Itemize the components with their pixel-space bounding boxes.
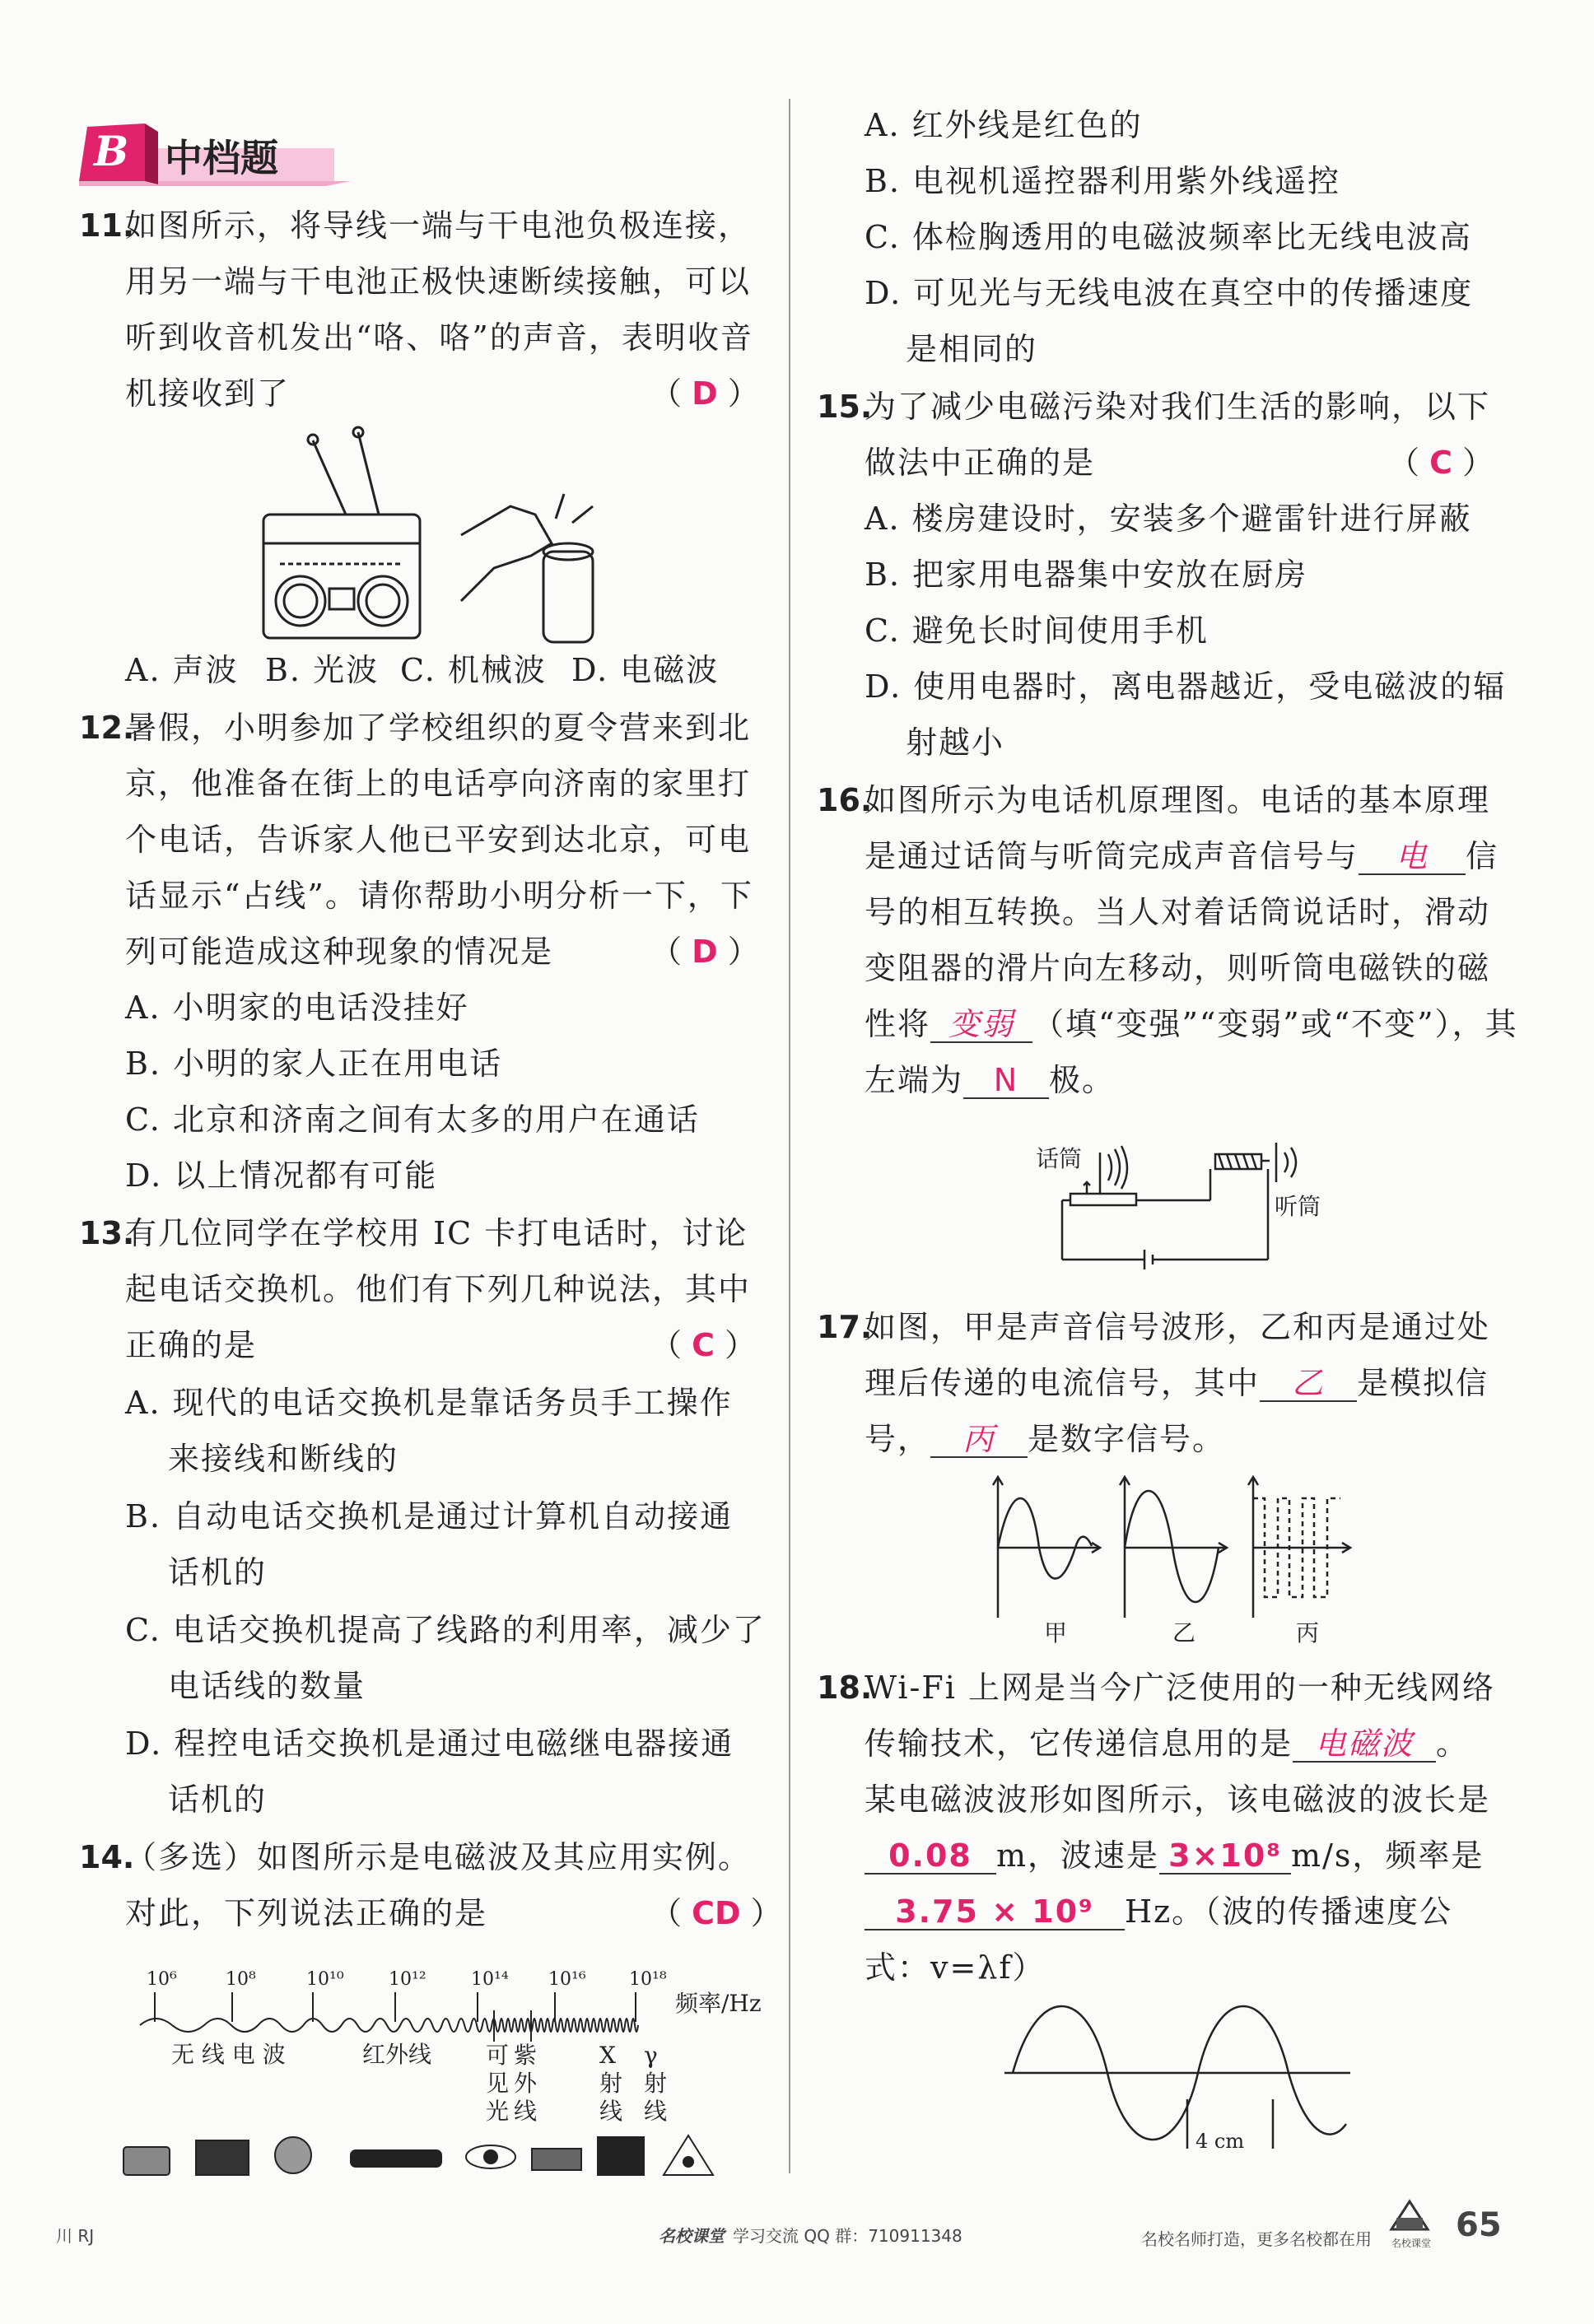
frequency-tick: 10¹² xyxy=(389,1969,426,1990)
option: A. 现代的电话交换机是靠话务员手工操作 xyxy=(125,1385,733,1421)
answer-bracket: （ D ） xyxy=(650,375,759,412)
text-run: m，波速是 xyxy=(996,1837,1160,1874)
microphone-label: 话筒 xyxy=(1036,1145,1083,1172)
wavelength-label: 4 cm xyxy=(1196,2130,1245,2153)
option: D. 可见光与无线电波在真空中的传播速度 xyxy=(865,275,1474,311)
band-label: 红外线 xyxy=(362,2041,432,2068)
band-label: 无 线 电 波 xyxy=(171,2041,286,2068)
slogan-text: 名校名师打造，更多名校都在用 xyxy=(1141,2229,1372,2249)
answer-bracket: （ C ） xyxy=(650,1327,757,1363)
question-line xyxy=(865,836,1498,876)
question-line: 话显示“占线”。请你帮助小明分析一下，下 xyxy=(125,878,753,914)
waveform-caption: 甲 xyxy=(1044,1619,1068,1646)
satellite-dish-icon xyxy=(275,2137,311,2173)
question-line xyxy=(865,1892,1452,1931)
band-label: 可见光 xyxy=(486,2042,510,2125)
option: A. 红外线是红色的 xyxy=(865,107,1143,143)
text-run: 理后传递的电流信号，其中 xyxy=(865,1365,1261,1401)
section-letter: B xyxy=(94,127,129,175)
waveform-caption: 乙 xyxy=(1172,1619,1196,1646)
answer-blank: 电 xyxy=(1359,839,1466,875)
option-continued: 来接线和断线的 xyxy=(168,1441,399,1477)
question-line: 正确的是 xyxy=(125,1327,258,1363)
question-line xyxy=(865,1836,1484,1875)
text-run: m/s，频率是 xyxy=(1291,1837,1484,1874)
section-title: 中档题 xyxy=(165,136,278,180)
column-divider xyxy=(789,99,790,2173)
question-line: 为了减少电磁污染对我们生活的影响，以下 xyxy=(865,389,1491,425)
sterilizer-icon xyxy=(532,2149,581,2170)
question-line: 如图，甲是声音信号波形，乙和丙是通过处 xyxy=(865,1309,1491,1345)
answer-value: C xyxy=(692,1327,715,1363)
sound-wave-jia xyxy=(998,1498,1092,1579)
brand-name: 名校课堂 xyxy=(659,2226,725,2246)
option: B. 光波 xyxy=(265,652,380,688)
answer-blank: N xyxy=(963,1063,1049,1099)
text-run: 是通过话筒与听筒完成声音信号与 xyxy=(865,838,1359,874)
option: C. 北京和济南之间有太多的用户在通话 xyxy=(125,1101,700,1138)
radiation-warning-icon xyxy=(664,2135,713,2175)
frequency-tick: 10¹⁰ xyxy=(306,1969,344,1990)
question-number: 15. xyxy=(817,389,873,425)
question-line: Wi-Fi 上网是当今广泛使用的一种无线网络 xyxy=(865,1670,1495,1706)
option: C. 体检胸透用的电磁波频率比无线电波高 xyxy=(865,219,1472,255)
spectrum-applications-row xyxy=(120,2132,729,2178)
text-run: 号， xyxy=(865,1421,931,1457)
question-line: 对此，下列说法正确的是 xyxy=(125,1895,488,1931)
option: D. 电磁波 xyxy=(571,652,720,688)
option: B. 自动电话交换机是通过计算机自动接通 xyxy=(125,1498,734,1535)
question-line xyxy=(865,1363,1489,1403)
question-number: 14. xyxy=(79,1839,135,1875)
answer-value: CD xyxy=(692,1895,741,1931)
question-line: 号的相互转换。当人对着话筒说话时，滑动 xyxy=(865,894,1491,930)
edition-label: 川 RJ xyxy=(56,2226,95,2246)
earpiece-label: 听筒 xyxy=(1275,1193,1321,1220)
answer-blank: 0.08 xyxy=(865,1838,996,1875)
question-line: 听到收音机发出“咯、咯”的声音，表明收音 xyxy=(125,319,753,356)
remote-control-icon xyxy=(351,2150,441,2167)
frequency-tick: 10⁶ xyxy=(147,1969,177,1990)
option-continued: 电话线的数量 xyxy=(168,1668,366,1704)
text-run: 是数字信号。 xyxy=(1028,1421,1226,1457)
telephone-circuit-diagram xyxy=(1054,1136,1317,1284)
question-line: 某电磁波波形如图所示，该电磁波的波长是 xyxy=(865,1781,1491,1818)
question-number: 16. xyxy=(817,782,873,818)
question-number: 11. xyxy=(79,207,135,244)
question-number: 17. xyxy=(817,1309,873,1345)
answer-bracket: （ CD ） xyxy=(650,1895,782,1931)
answer-blank: 3×10⁸ xyxy=(1159,1838,1291,1875)
signal-waveforms-figure xyxy=(988,1474,1367,1622)
question-line: 个电话，告诉家人他已平安到达北京，可电 xyxy=(125,822,752,858)
option: A. 小明家的电话没挂好 xyxy=(125,990,469,1026)
question-number: 12. xyxy=(79,710,135,746)
radio-battery-figure xyxy=(247,428,626,642)
question-line: 起电话交换机。他们有下列几种说法，其中 xyxy=(125,1271,752,1307)
question-line: 用另一端与干电池正极快速断续接触，可以 xyxy=(125,263,752,300)
band-label: X射线 xyxy=(599,2042,623,2125)
question-line xyxy=(865,1724,1469,1763)
option-continued: 话机的 xyxy=(168,1554,268,1590)
text-run: 左端为 xyxy=(865,1062,964,1098)
waveform-caption: 丙 xyxy=(1296,1619,1320,1646)
text-run: 极。 xyxy=(1049,1062,1116,1098)
answer-value: D xyxy=(692,375,718,412)
answer-value: D xyxy=(692,934,718,970)
answer-blank: 乙 xyxy=(1260,1366,1357,1402)
text-run: 信 xyxy=(1466,838,1499,874)
band-label: 紫外线 xyxy=(514,2042,538,2125)
question-number: 18. xyxy=(817,1670,873,1706)
answer-blank: 电磁波 xyxy=(1293,1726,1436,1763)
answer-bracket: （ D ） xyxy=(650,934,759,970)
question-line xyxy=(865,1004,1518,1044)
question-line: （多选）如图所示是电磁波及其应用实例。 xyxy=(125,1839,752,1875)
option: A. 声波 xyxy=(125,652,239,688)
question-line: 有几位同学在学校用 IC 卡打电话时，讨论 xyxy=(125,1215,748,1251)
option-continued: 话机的 xyxy=(168,1781,268,1818)
frequency-axis-label: 频率/Hz xyxy=(675,1990,762,2017)
answer-blank: 3.75 × 10⁹ xyxy=(865,1894,1125,1930)
question-line: 暑假，小明参加了学校组织的夏令营来到北 xyxy=(125,710,752,746)
option: D. 以上情况都有可能 xyxy=(125,1157,438,1194)
question-line xyxy=(865,1419,1225,1459)
question-line: 做法中正确的是 xyxy=(865,445,1096,481)
em-wave-figure xyxy=(1004,2000,1359,2149)
option: B. 电视机遥控器利用紫外线遥控 xyxy=(865,163,1341,199)
option: B. 小明的家人正在用电话 xyxy=(125,1046,503,1082)
option-continued: 射越小 xyxy=(906,724,1005,761)
text-run: （填“变强”“变弱”或“不变”），其 xyxy=(1032,1006,1518,1042)
section-badge xyxy=(79,123,351,186)
question-line: 式：v=λf） xyxy=(865,1949,1046,1986)
frequency-tick: 10¹⁸ xyxy=(629,1969,667,1990)
band-label: γ射线 xyxy=(644,2042,668,2125)
analog-wave-yi xyxy=(1125,1491,1219,1602)
brand-logo-text: 名校课堂 xyxy=(1391,2238,1432,2249)
qq-group-text: 学习交流 QQ 群：710911348 xyxy=(733,2226,962,2246)
text-run: 性将 xyxy=(865,1006,931,1042)
option: C. 避免长时间使用手机 xyxy=(865,612,1209,649)
option: C. 机械波 xyxy=(400,652,547,688)
radio-icon xyxy=(124,2147,170,2175)
option: D. 使用电器时，离电器越近，受电磁波的辐 xyxy=(865,668,1507,705)
option: C. 电话交换机提高了线路的利用率，减少了 xyxy=(125,1612,766,1648)
question-line xyxy=(865,1060,1115,1100)
option-continued: 是相同的 xyxy=(906,331,1038,367)
frequency-tick: 10⁸ xyxy=(226,1969,256,1990)
answer-blank: 变弱 xyxy=(930,1007,1032,1043)
option: A. 楼房建设时，安装多个避雷针进行屏蔽 xyxy=(865,501,1472,537)
question-line: 京，他准备在街上的电话亭向济南的家里打 xyxy=(125,766,752,802)
answer-blank: 丙 xyxy=(930,1422,1028,1458)
frequency-tick: 10¹⁶ xyxy=(548,1969,586,1990)
question-line: 如图所示为电话机原理图。电话的基本原理 xyxy=(865,782,1491,818)
x-ray-film-icon xyxy=(598,2137,644,2175)
text-run: 。 xyxy=(1436,1726,1470,1762)
question-line: 机接收到了 xyxy=(125,375,291,412)
text-run: 是模拟信 xyxy=(1357,1365,1489,1401)
option: D. 程控电话交换机是通过电磁继电器接通 xyxy=(125,1726,734,1762)
question-line: 如图所示，将导线一端与干电池负极连接， xyxy=(125,207,752,244)
text-run: Hz。（波的传播速度公 xyxy=(1125,1893,1453,1930)
question-line: 变阻器的滑片向左移动，则听筒电磁铁的磁 xyxy=(865,950,1491,986)
question-line: 列可能造成这种现象的情况是 xyxy=(125,934,554,970)
option: B. 把家用电器集中安放在厨房 xyxy=(865,557,1308,593)
frequency-tick: 10¹⁴ xyxy=(471,1969,509,1990)
brand-logo-icon xyxy=(1385,2193,1434,2239)
text-run: 传输技术，它传递信息用的是 xyxy=(865,1726,1293,1762)
answer-bracket: （ C ） xyxy=(1388,445,1494,481)
microwave-icon xyxy=(196,2140,249,2175)
page-number: 65 xyxy=(1456,2206,1502,2244)
answer-value: C xyxy=(1429,445,1452,481)
question-number: 13. xyxy=(79,1215,135,1251)
